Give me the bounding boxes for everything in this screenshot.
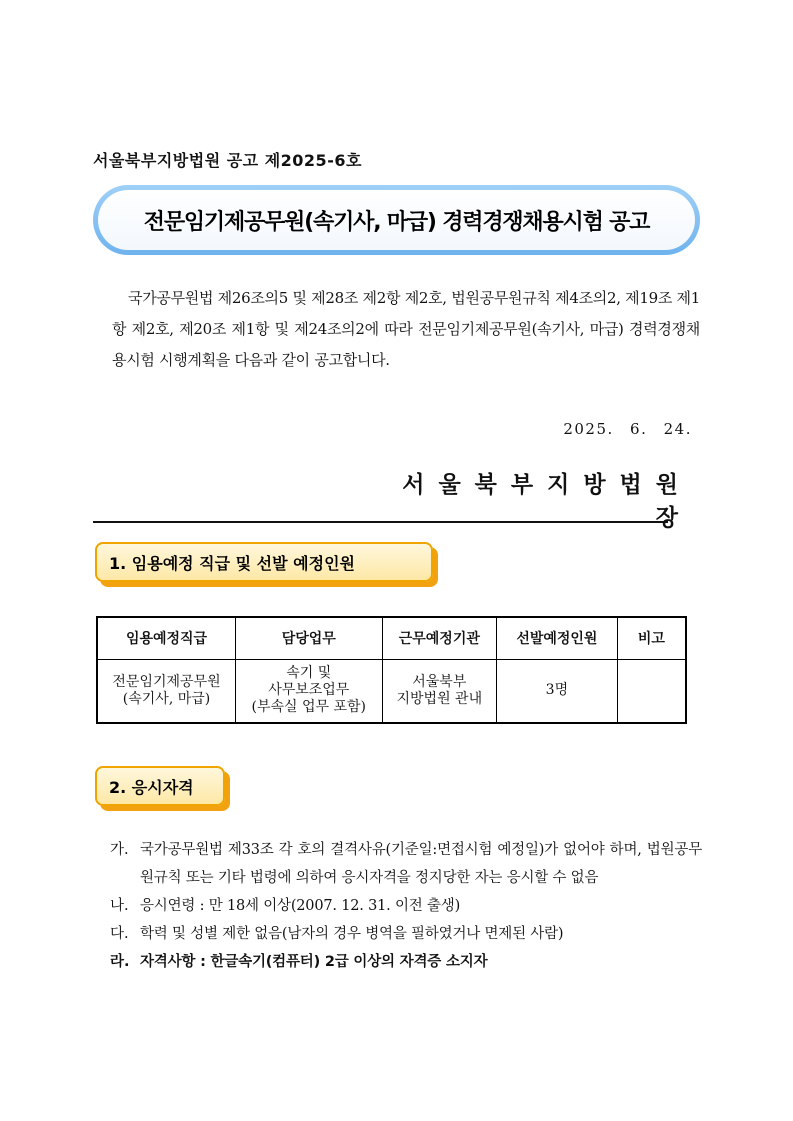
list-item-mark: 가.	[110, 842, 129, 858]
list-item-mark: 다.	[110, 926, 129, 942]
list-item-text: 자격사항 : 한글속기(컴퓨터) 2급 이상의 자격증 소지자	[140, 954, 488, 970]
list-item	[110, 948, 702, 976]
list-item	[110, 892, 702, 920]
list-item-text: 응시연령 : 만 18세 이상(2007. 12. 31. 이전 출생)	[140, 898, 461, 914]
cell-duty-line: 속기 및	[286, 665, 332, 682]
section-heading-positions: 1. 임용예정 직급 및 선발 예정인원	[95, 542, 433, 582]
table-header-cell: 근무예정기관	[382, 617, 497, 659]
table-header-cell: 비고	[617, 617, 686, 659]
cell-duty-line: (부속실 업무 포함)	[251, 699, 367, 716]
issuer-name: 서울북부지방법원장	[402, 472, 692, 531]
list-item-mark: 라.	[110, 954, 130, 970]
intro-text: 국가공무원법 제26조의5 및 제28조 제2항 제2호, 법원공무원규칙 제4조의2, 제19조 제1항 제2호, 제20조 제1항 및 제24조의2에 따라 전문임기제공무원(속기사, 마급) 경력경쟁채용시험 시행계획을 다음과 같이 공고합니다.	[112, 289, 700, 369]
table-row	[97, 659, 686, 723]
cell-duty-line: 사무보조업무	[268, 682, 350, 699]
title-banner	[93, 185, 700, 255]
cell-note	[617, 659, 686, 723]
notice-number: 서울북부지방법원 공고 제2025-6호	[93, 151, 362, 170]
table-header-cell: 담당업무	[236, 617, 382, 659]
list-item-text: 학력 및 성별 제한 없음(남자의 경우 병역을 필하였거나 면제된 사람)	[140, 926, 564, 942]
divider-line	[93, 521, 668, 523]
list-item	[110, 920, 702, 948]
table-header-cell: 선발예정인원	[497, 617, 618, 659]
cell-agency	[382, 659, 497, 723]
eligibility-list	[110, 836, 702, 976]
cell-duty	[236, 659, 382, 723]
recruitment-table	[96, 616, 687, 724]
cell-grade-line: (속기사, 마급)	[122, 690, 211, 707]
section-heading-eligibility: 2. 응시자격	[95, 766, 225, 806]
cell-grade	[97, 659, 236, 723]
list-item-mark: 나.	[110, 898, 129, 914]
list-item	[110, 836, 702, 892]
page-title: 전문임기제공무원(속기사, 마급) 경력경쟁채용시험 공고	[143, 209, 650, 235]
table-header-cell: 임용예정직급	[97, 617, 236, 659]
cell-count: 3명	[497, 659, 618, 723]
cell-agency-line: 서울북부	[412, 673, 467, 690]
cell-grade-line: 전문임기제공무원	[112, 673, 221, 690]
list-item-text: 국가공무원법 제33조 각 호의 결격사유(기준일:면접시험 예정일)가 없어야 하며, 법원공무원규칙 또는 기타 법령에 의하여 응시자격을 정지당한 자는 응시할 수 없음	[140, 842, 702, 886]
intro-paragraph	[112, 283, 700, 376]
cell-agency-line: 지방법원 관내	[396, 690, 483, 707]
table-header-row	[97, 617, 686, 659]
title-banner-inner	[98, 190, 695, 250]
notice-date: 2025. 6. 24.	[563, 420, 692, 438]
